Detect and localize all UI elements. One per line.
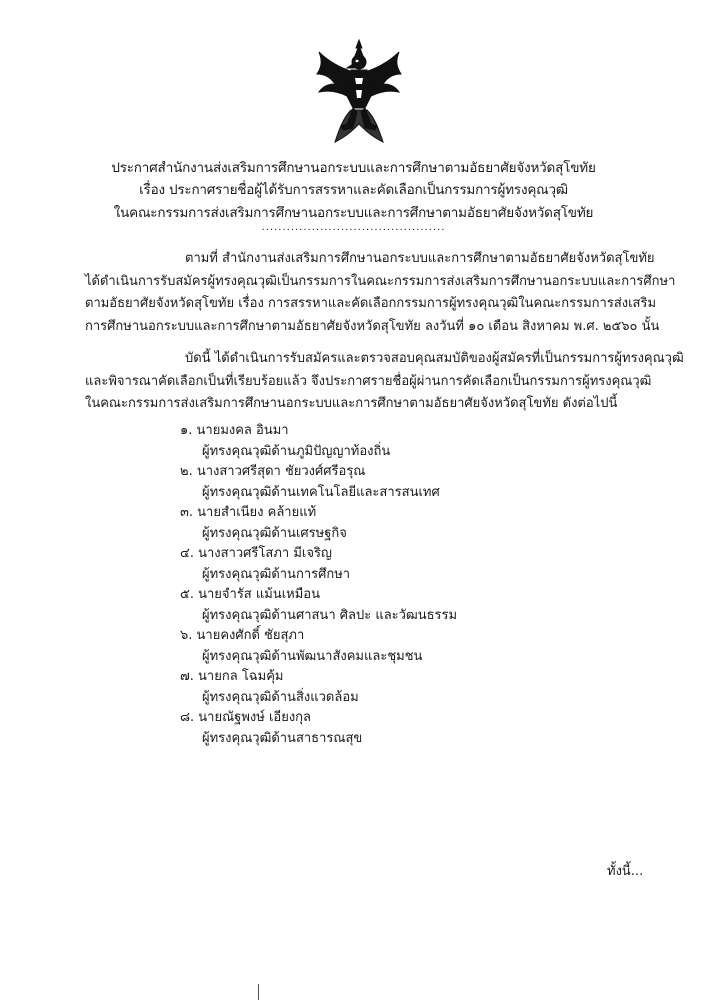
list-item: [180, 585, 457, 626]
member-name: ๓. นายสำเนียง คล้ายแท้: [180, 505, 317, 520]
paragraph-line: ตามที่ สำนักงานส่งเสริมการศึกษานอกระบบและการศึกษาตามอัธยาศัยจังหวัดสุโขทัย: [185, 251, 655, 266]
list-item: [180, 421, 457, 462]
scan-mark: [258, 984, 259, 1000]
member-expertise: ผู้ทรงคุณวุฒิด้านศาสนา ศิลปะ และวัฒนธรรม: [202, 607, 458, 623]
member-expertise: ผู้ทรงคุณวุฒิด้านพัฒนาสังคมและชุมชน: [202, 648, 423, 664]
member-list: [180, 421, 457, 749]
member-name: ๖. นายคงศักดิ์ ชัยสุภา: [180, 628, 305, 643]
paragraph-line: การศึกษานอกระบบและการศึกษาตามอัธยาศัยจังหวัดสุโขทัย ลงวันที่ ๑๐ เดือน สิงหาคม พ.ศ. ๒๕๖๐ นั้น: [85, 318, 660, 334]
list-item: [180, 462, 457, 503]
member-name: ๗. นายกล โฉมคุ้ม: [180, 669, 284, 684]
paragraph-announcement: [85, 348, 684, 416]
paragraph-line: ในคณะกรรมการส่งเสริมการศึกษานอกระบบและการศึกษาตามอัธยาศัยจังหวัดสุโขทัย ดังต่อไปนี้: [85, 396, 618, 411]
garuda-emblem-icon: [313, 38, 405, 148]
list-item: [180, 544, 457, 585]
member-name: ๒. นางสาวศรีสุดา ชัยวงศ์ศรีอรุณ: [180, 464, 366, 479]
member-name: ๔. นางสาวศรีโสภา มีเจริญ: [180, 546, 333, 561]
member-name: ๘. นายณัฐพงษ์ เอียงกุล: [180, 710, 312, 725]
list-item: [180, 626, 457, 667]
member-expertise: ผู้ทรงคุณวุฒิด้านสิ่งแวดล้อม: [202, 689, 359, 705]
member-name: ๕. นายจำรัส แม้นเหมือน: [180, 587, 320, 602]
paragraph-line: บัดนี้ ได้ดำเนินการรับสมัครและตรวจสอบคุณสมบัติของผู้สมัครที่เป็นกรรมการผู้ทรงคุณวุฒิ: [185, 351, 684, 366]
list-item: [180, 708, 457, 749]
announcement-title: ประกาศสำนักงานส่งเสริมการศึกษานอกระบบและการศึกษาตามอัธยาศัยจังหวัดสุโขทัย: [111, 160, 596, 176]
paragraph-line: ตามอัธยาศัยจังหวัดสุโขทัย เรื่อง การสรรหาและคัดเลือกกรรมการผู้ทรงคุณวุฒิในคณะกรรมการส่งเสริม: [85, 296, 657, 311]
member-expertise: ผู้ทรงคุณวุฒิด้านการศึกษา: [202, 566, 351, 582]
member-expertise: ผู้ทรงคุณวุฒิด้านภูมิปัญญาท้องถิ่น: [202, 443, 391, 459]
header-divider: ............................................: [261, 222, 446, 233]
announcement-subject: เรื่อง ประกาศรายชื่อผู้ได้รับการสรรหาและคัดเลือกเป็นกรรมการผู้ทรงคุณวุฒิ: [139, 182, 568, 198]
member-expertise: ผู้ทรงคุณวุฒิด้านเศรษฐกิจ: [202, 525, 347, 541]
paragraph-line: ได้ดำเนินการรับสมัครผู้ทรงคุณวุฒิเป็นกรรมการในคณะกรรมการส่งเสริมการศึกษานอกระบบและการศึกษา: [85, 273, 676, 289]
continuation-text: ทั้งนี้...: [607, 864, 644, 879]
paragraph-line: และพิจารณาคัดเลือกเป็นที่เรียบร้อยแล้ว จึงประกาศรายชื่อผู้ผ่านการคัดเลือกเป็นกรรมการผู้ทรงคุณวุฒิ: [85, 373, 652, 389]
member-expertise: ผู้ทรงคุณวุฒิด้านสาธารณสุข: [202, 730, 363, 746]
member-name: ๑. นายมงคล อินมา: [180, 423, 289, 438]
list-item: [180, 667, 457, 708]
paragraph-background: [85, 248, 676, 338]
member-expertise: ผู้ทรงคุณวุฒิด้านเทคโนโลยีและสารสนเทศ: [202, 484, 440, 500]
announcement-committee: ในคณะกรรมการส่งเสริมการศึกษานอกระบบและการศึกษาตามอัธยาศัยจังหวัดสุโขทัย: [113, 205, 594, 221]
list-item: [180, 503, 457, 544]
